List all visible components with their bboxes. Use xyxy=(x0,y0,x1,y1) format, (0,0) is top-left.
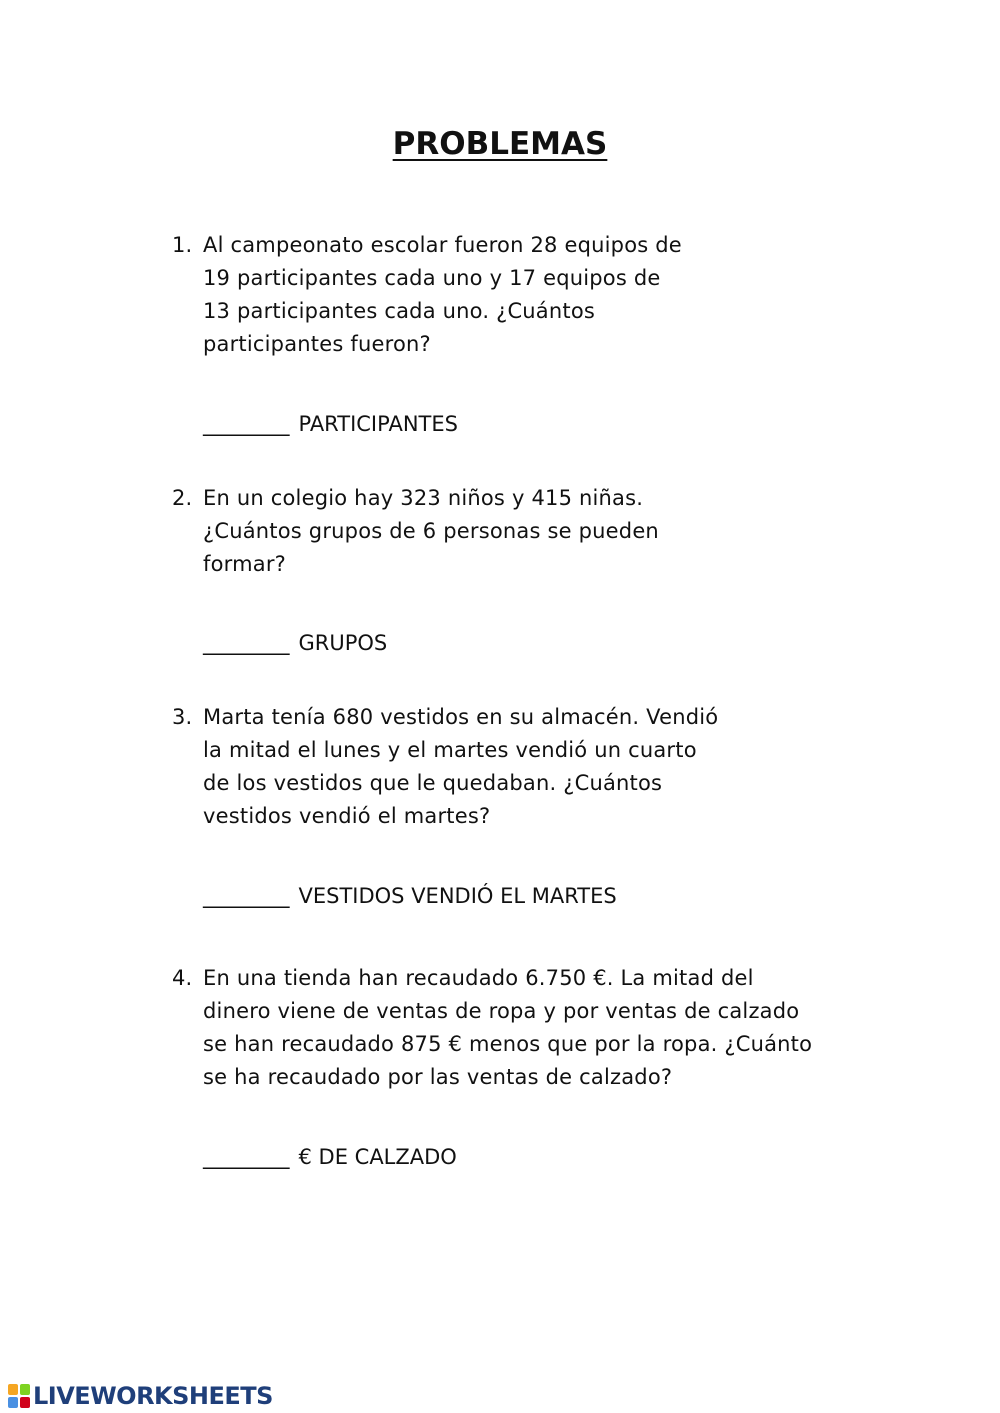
problem-text xyxy=(203,701,718,833)
answer-2 xyxy=(203,627,387,660)
problem-1 xyxy=(172,229,682,361)
problem-number: 4. xyxy=(172,966,193,990)
problem-text xyxy=(203,962,812,1094)
problem-line: se ha recaudado por las ventas de calzado? xyxy=(203,1065,673,1089)
problem-line: Al campeonato escolar fueron 28 equipos de xyxy=(203,233,682,257)
problem-3 xyxy=(172,701,718,833)
problem-number: 1. xyxy=(172,233,193,257)
problem-line: de los vestidos que le quedaban. ¿Cuántos xyxy=(203,771,663,795)
answer-blank[interactable]: _________ xyxy=(203,412,289,436)
problem-line: Marta tenía 680 vestidos en su almacén. Vendió xyxy=(203,705,719,729)
problem-number: 2. xyxy=(172,486,193,510)
answer-1 xyxy=(203,408,458,441)
problem-line: En una tienda han recaudado 6.750 €. La mitad del xyxy=(203,966,754,990)
brand-text: LIVEWORKSHEETS xyxy=(33,1382,273,1410)
answer-blank[interactable]: _________ xyxy=(203,884,289,908)
logo-square xyxy=(20,1384,30,1395)
page-title: PROBLEMAS xyxy=(392,126,608,162)
problem-line: vestidos vendió el martes? xyxy=(203,804,491,828)
answer-blank[interactable]: _________ xyxy=(203,631,289,655)
problem-4 xyxy=(172,962,812,1094)
logo-square xyxy=(8,1397,18,1408)
problem-text xyxy=(203,229,682,361)
problem-line: la mitad el lunes y el martes vendió un cuarto xyxy=(203,738,697,762)
problem-2 xyxy=(172,482,659,581)
problem-number: 3. xyxy=(172,705,193,729)
problem-line: En un colegio hay 323 niños y 415 niñas. xyxy=(203,486,644,510)
answer-label: GRUPOS xyxy=(298,631,388,655)
problem-line: formar? xyxy=(203,552,287,576)
problem-line: participantes fueron? xyxy=(203,332,431,356)
liveworksheets-logo-icon xyxy=(8,1384,30,1408)
logo-square xyxy=(20,1397,30,1408)
answer-4 xyxy=(203,1141,457,1174)
problem-line: se han recaudado 875 € menos que por la ropa. ¿Cuánto xyxy=(203,1032,813,1056)
problem-line: 13 participantes cada uno. ¿Cuántos xyxy=(203,299,596,323)
answer-label: € DE CALZADO xyxy=(298,1145,457,1169)
answer-label: VESTIDOS VENDIÓ EL MARTES xyxy=(298,884,617,908)
answer-3 xyxy=(203,880,617,913)
footer-brand xyxy=(8,1381,273,1411)
logo-square xyxy=(8,1384,18,1395)
problem-text xyxy=(203,482,659,581)
problem-line: dinero viene de ventas de ropa y por ventas de calzado xyxy=(203,999,800,1023)
problem-line: 19 participantes cada uno y 17 equipos de xyxy=(203,266,661,290)
answer-blank[interactable]: _________ xyxy=(203,1145,289,1169)
problem-line: ¿Cuántos grupos de 6 personas se pueden xyxy=(203,519,659,543)
answer-label: PARTICIPANTES xyxy=(298,412,458,436)
